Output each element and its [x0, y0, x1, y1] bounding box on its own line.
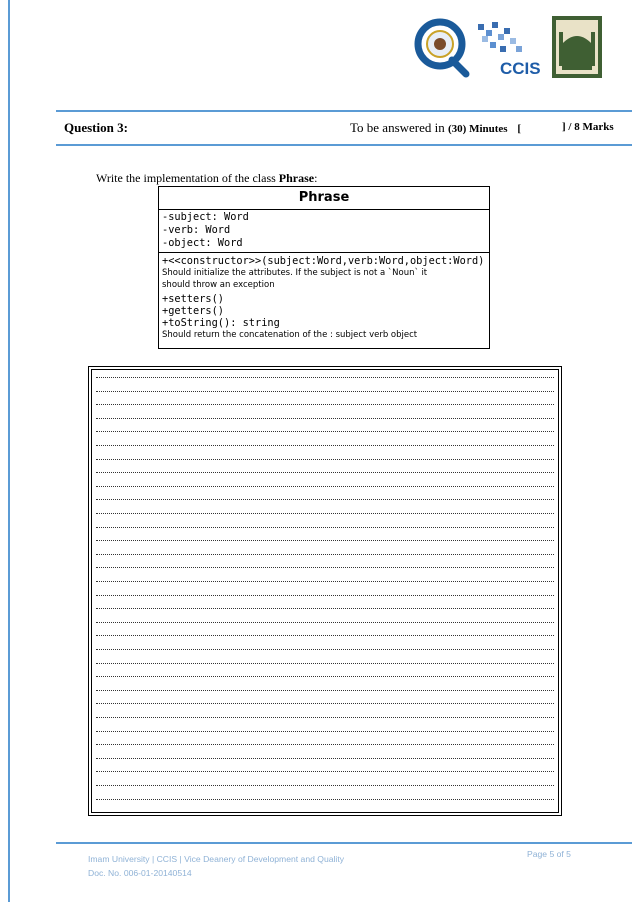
question-title: Question 3:	[64, 120, 128, 135]
question-time	[350, 120, 521, 136]
uml-attribute: -object: Word	[162, 237, 243, 249]
uml-setters: +setters()	[162, 293, 224, 305]
answer-line	[96, 635, 554, 636]
answer-line	[96, 785, 554, 786]
answer-line	[96, 690, 554, 691]
question-marks: ] / 8 Marks	[562, 121, 614, 133]
answer-line	[96, 676, 554, 677]
answer-line	[96, 486, 554, 487]
instruction-suffix: :	[314, 171, 318, 185]
page-number: Page 5 of 5	[527, 849, 571, 859]
answer-line	[96, 744, 554, 745]
answer-line	[96, 595, 554, 596]
uml-tostring-note: Should return the concatenation of the : subject verb object	[162, 330, 418, 340]
answer-line	[96, 431, 554, 432]
answer-line	[96, 758, 554, 759]
answer-line	[96, 499, 554, 500]
answer-line	[96, 717, 554, 718]
uml-class-name: Phrase	[159, 187, 489, 210]
answer-line	[96, 581, 554, 582]
time-value: (30) Minutes	[448, 123, 508, 135]
answer-line	[96, 472, 554, 473]
answer-line	[96, 513, 554, 514]
answer-line	[96, 418, 554, 419]
answer-line	[96, 731, 554, 732]
uml-attribute: -subject: Word	[162, 211, 249, 223]
mosque-emblem-icon	[552, 16, 602, 78]
footer-institution: Imam University | CCIS | Vice Deanery of Development and Quality	[88, 854, 345, 864]
uml-constructor-note: should throw an exception	[162, 280, 275, 290]
instruction-class-name: Phrase	[278, 171, 315, 185]
instruction-text	[96, 171, 317, 186]
left-margin-rule	[8, 0, 10, 902]
answer-line	[96, 527, 554, 528]
footer-info	[88, 852, 344, 880]
answer-line	[96, 554, 554, 555]
answer-line	[96, 622, 554, 623]
answer-line	[96, 608, 554, 609]
footer-doc-number: Doc. No. 006-01-20140514	[88, 868, 192, 878]
answer-line	[96, 540, 554, 541]
instruction-lead: Write the implementation of the class	[96, 171, 279, 185]
time-prefix: To be answered in	[350, 120, 445, 135]
header-logos	[412, 10, 612, 82]
uml-attribute: -verb: Word	[162, 224, 231, 236]
answer-dotted-lines	[96, 366, 556, 816]
ccis-logo-icon	[478, 22, 541, 78]
answer-line	[96, 391, 554, 392]
answer-line	[96, 771, 554, 772]
answer-line	[96, 445, 554, 446]
bracket-open: [	[517, 123, 522, 135]
answer-line	[96, 404, 554, 405]
uml-constructor: +<<constructor>>(subject:Word,verb:Word,object:Word)	[162, 255, 485, 267]
answer-line	[96, 459, 554, 460]
uml-tostring: +toString(): string	[162, 317, 280, 329]
uml-attributes	[159, 210, 489, 253]
ccis-logo-text: CCIS	[500, 59, 541, 78]
uml-class-diagram	[158, 186, 490, 349]
header-divider-bottom	[56, 144, 632, 146]
imam-university-logo-icon	[418, 22, 466, 74]
uml-getters: +getters()	[162, 305, 224, 317]
answer-line	[96, 649, 554, 650]
header-divider-top	[56, 110, 632, 112]
university-logos	[412, 10, 612, 82]
footer-divider	[56, 842, 632, 844]
answer-line	[96, 567, 554, 568]
answer-line	[96, 663, 554, 664]
uml-constructor-note: Should initialize the attributes. If the subject is not a `Noun` it	[162, 268, 428, 278]
answer-line	[96, 377, 554, 378]
answer-line	[96, 799, 554, 800]
answer-line	[96, 703, 554, 704]
uml-operations	[159, 253, 489, 341]
